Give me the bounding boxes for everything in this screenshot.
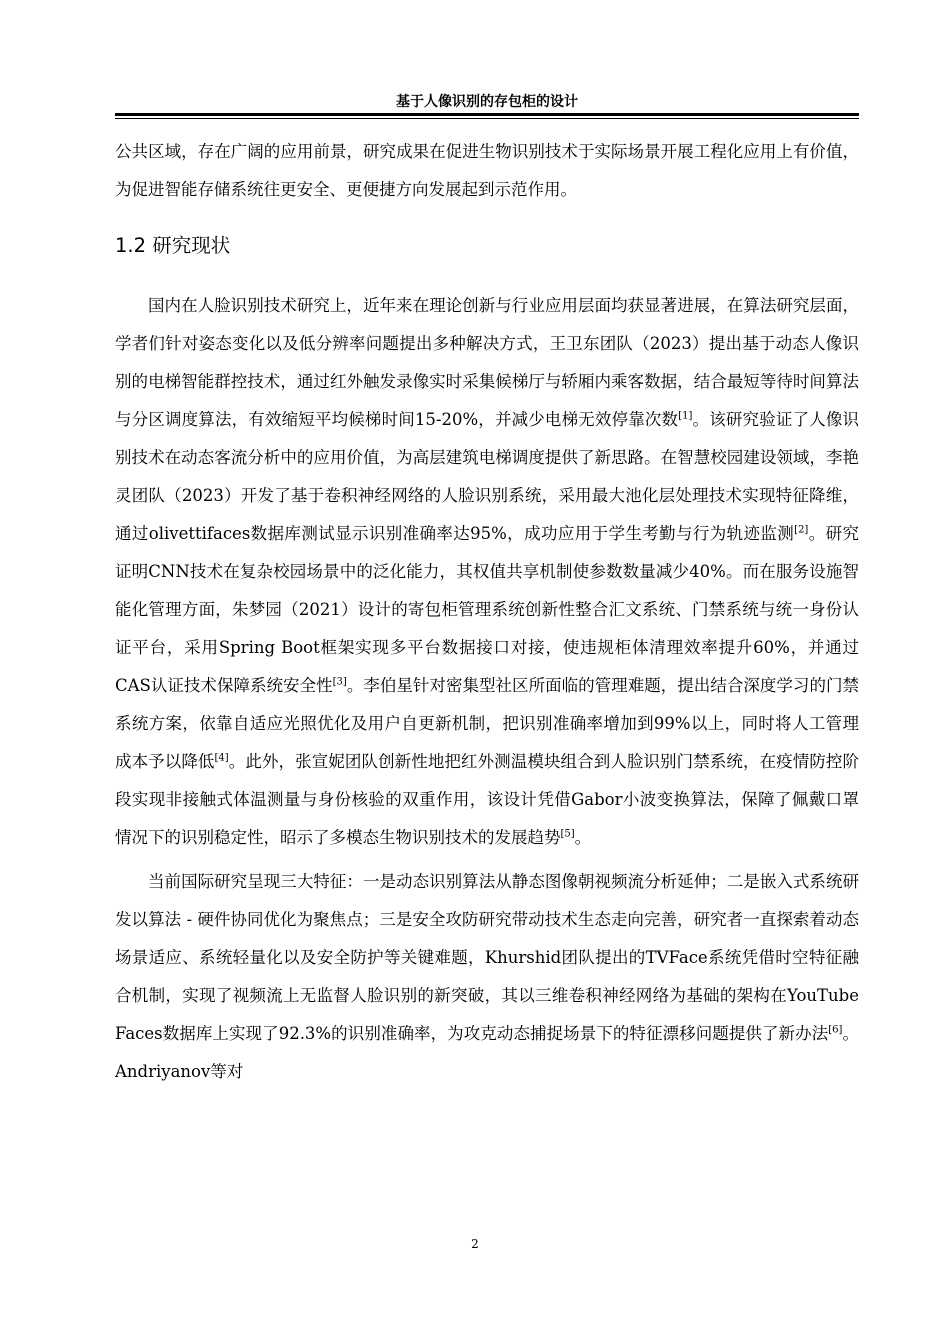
- citation-1: [1]: [678, 410, 693, 422]
- citation-5: [5]: [560, 828, 575, 840]
- text-run: 。研究证明CNN技术在复杂校园场景中的泛化能力，其权值共享机制使参数数量减少40%。而在服务设施智能化管理方面，朱梦园（2021）设计的寄包柜管理系统创新性整合汇文系统、门禁系统与统一身份认证平台，采用Spring Boot框架实现多平台数据接口对接，使违规柜体清理效率提升60%，并通过CAS认证技术保障系统安全性: [115, 524, 859, 695]
- header-rule-thin: [115, 118, 859, 119]
- text-run: 。李伯星针对密集型社区所面临的管理难题，提出结合深度学习的门禁系统方案，依靠自适应光照优化及用户自更新机制，把识别准确率增加到99%以上，同时将人工管理成本予以降低: [115, 676, 859, 771]
- section-heading: 1.2 研究现状: [115, 234, 231, 257]
- citation-6: [6]: [828, 1024, 843, 1036]
- running-header: 基于人像识别的存包柜的设计: [396, 94, 578, 110]
- text-run: 国内在人脸识别技术研究上，近年来在理论创新与行业应用层面均获显著进展，在算法研究层面，学者们针对姿态变化以及低分辨率问题提出多种解决方式，王卫东团队（2023）提出基于动态人像识别的电梯智能群控技术，通过红外触发录像实时采集候梯厅与轿厢内乘客数据，结合最短等待时间算法与分区调度算法，有效缩短平均候梯时间15-20%，并减少电梯无效停靠次数: [115, 296, 859, 429]
- text-run: 。此外，张宣妮团队创新性地把红外测温模块组合到人脸识别门禁系统，在疫情防控阶段实现非接触式体温测量与身份核验的双重作用，该设计凭借Gabor小波变换算法，保障了佩戴口罩情况下的识别稳定性，昭示了多模态生物识别技术的发展趋势: [115, 752, 860, 847]
- citation-2: [2]: [794, 524, 809, 536]
- citation-4: [4]: [214, 752, 229, 764]
- header-rule-thick: [115, 113, 859, 116]
- text-run: 。该研究验证了人像识别技术在动态客流分析中的应用价值，为高层建筑电梯调度提供了新思路。在智慧校园建设领域，李艳灵团队（2023）开发了基于卷积神经网络的人脸识别系统，采用最大池化层处理技术实现特征降维，通过olivettifaces数据库测试显示识别准确率达95%，成功应用于学生考勤与行为轨迹监测: [115, 410, 859, 543]
- paragraph-international-research: [115, 863, 859, 1091]
- text-run: 当前国际研究呈现三大特征：一是动态识别算法从静态图像朝视频流分析延伸；二是嵌入式系统研发以算法 - 硬件协同优化为聚焦点；三是安全攻防研究带动技术生态走向完善，研究者一直探索着动态场景适应、系统轻量化以及安全防护等关键难题，Khurshid团队提出的TVFace系统凭借时空特征融合机制，实现了视频流上无监督人脸识别的新突破，其以三维卷积神经网络为基础的架构在YouTube Faces数据库上实现了92.3%的识别准确率，为攻克动态捕捉场景下的特征漂移问题提供了新办法: [115, 872, 859, 1043]
- citation-3: [3]: [332, 676, 347, 688]
- body-content: [115, 133, 859, 1091]
- page-number: 2: [471, 1237, 479, 1251]
- paragraph-domestic-research: [115, 287, 859, 857]
- text-run: 。: [574, 828, 592, 847]
- text-run: 。Andriyanov等对: [115, 1024, 860, 1081]
- paragraph-continued: 公共区域，存在广阔的应用前景，研究成果在促进生物识别技术于实际场景开展工程化应用上有价值，为促进智能存储系统往更安全、更便捷方向发展起到示范作用。: [115, 142, 859, 199]
